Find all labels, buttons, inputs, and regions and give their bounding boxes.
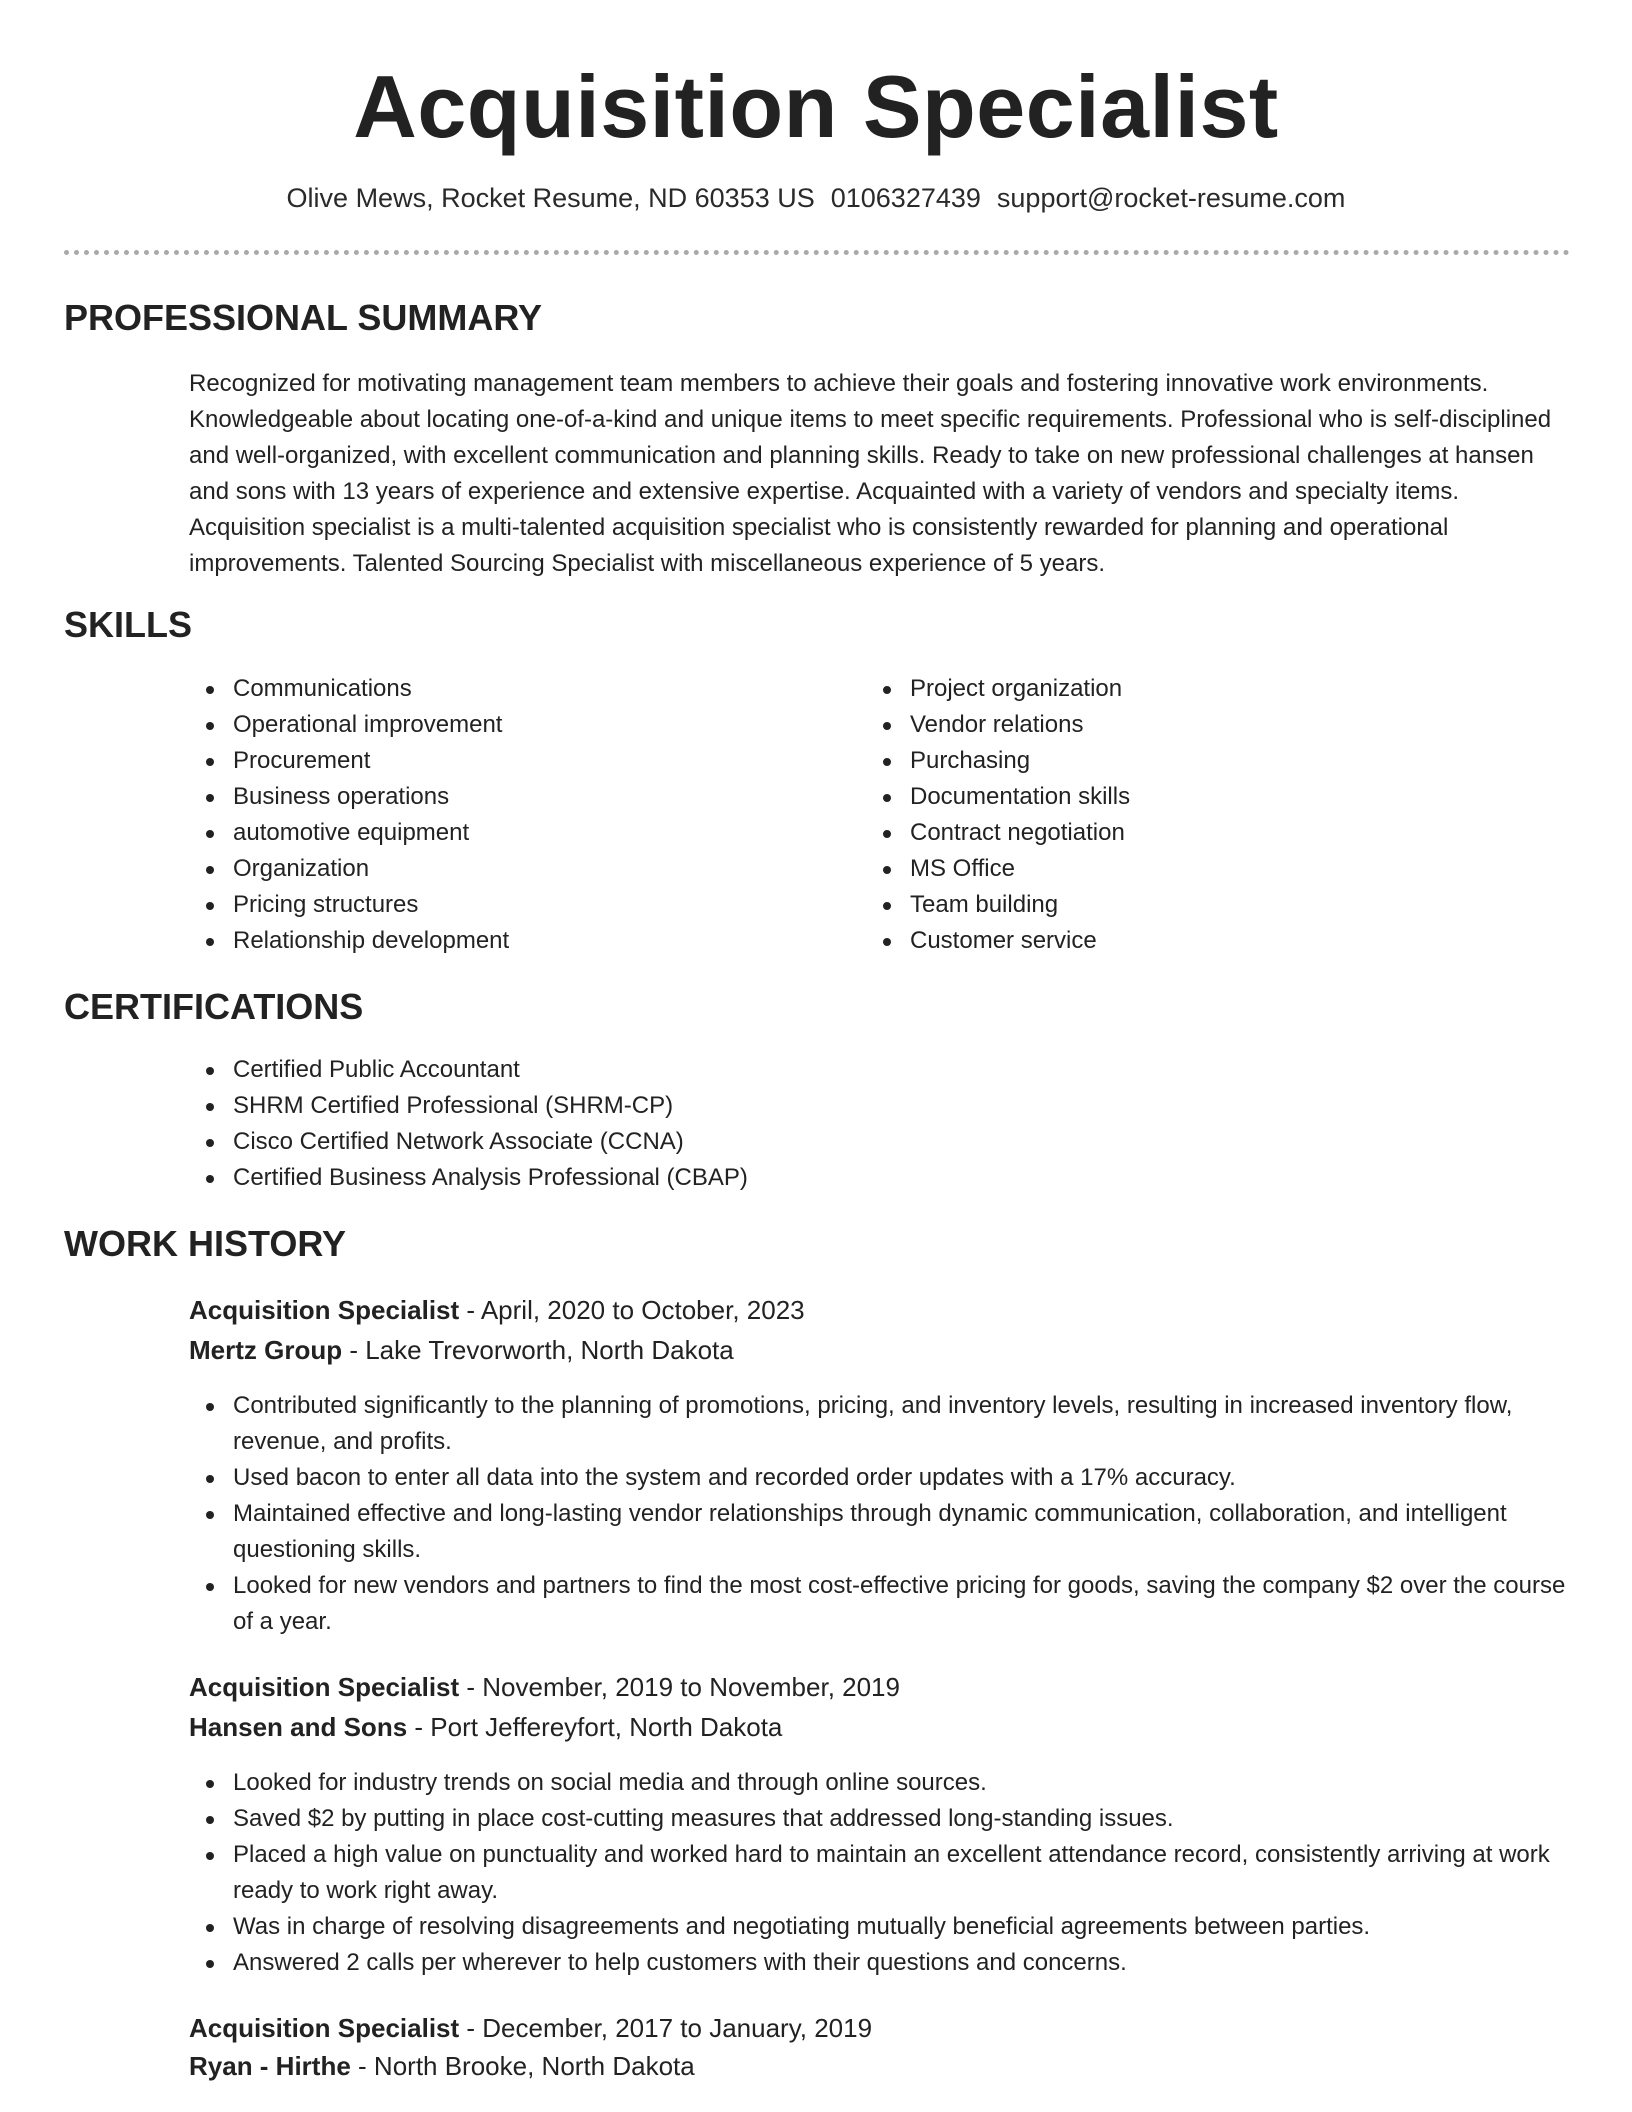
work-history-heading: WORK HISTORY	[64, 1223, 347, 1264]
job-bullet: Contributed significantly to the planning of promotions, pricing, and inventory levels, resulting in increased inventory flow, revenue, and profits.	[189, 1388, 1574, 1460]
skill-item: Operational improvement	[189, 707, 829, 743]
job-title-line	[189, 1667, 900, 1707]
contact-email: support@rocket-resume.com	[996, 183, 1346, 213]
summary-heading: PROFESSIONAL SUMMARY	[64, 297, 543, 338]
skill-item: Procurement	[189, 743, 829, 779]
certification-item: Certified Business Analysis Professional (CBAP)	[189, 1160, 1574, 1196]
job-dates: - April, 2020 to October, 2023	[459, 1295, 805, 1325]
job-company-line	[189, 1707, 782, 1747]
job-dates: - November, 2019 to November, 2019	[459, 1672, 900, 1702]
job-company: Hansen and Sons	[189, 1712, 408, 1742]
skills-list-right	[866, 671, 1566, 959]
job-location: - Port Jeffereyfort, North Dakota	[407, 1712, 783, 1742]
job-bullet: Looked for new vendors and partners to find the most cost-effective pricing for goods, saving the company $2 over the course of a year.	[189, 1568, 1574, 1640]
skill-item: Vendor relations	[866, 707, 1566, 743]
job-bullet: Saved $2 by putting in place cost-cutting measures that addressed long-standing issues.	[189, 1801, 1574, 1837]
job-bullet: Answered 2 calls per wherever to help customers with their questions and concerns.	[189, 1945, 1574, 1981]
skill-item: Communications	[189, 671, 829, 707]
contact-address: Olive Mews, Rocket Resume, ND 60353 US	[286, 183, 815, 213]
job-location: - North Brooke, North Dakota	[350, 2051, 695, 2081]
skill-item: Purchasing	[866, 743, 1566, 779]
certification-item: Cisco Certified Network Associate (CCNA)	[189, 1124, 1574, 1160]
skills-list-left	[189, 671, 829, 959]
job-dates: - December, 2017 to January, 2019	[459, 2013, 873, 2043]
header-divider	[64, 250, 1570, 255]
skills-heading: SKILLS	[64, 604, 193, 645]
job-company: Ryan - Hirthe	[189, 2051, 351, 2081]
contact-phone: 0106327439	[830, 183, 981, 213]
job-title: Acquisition Specialist	[189, 1672, 460, 1702]
skill-item: MS Office	[866, 851, 1566, 887]
contact-line	[0, 180, 1632, 216]
certifications-list	[189, 1052, 1574, 1196]
job-bullet: Used bacon to enter all data into the system and recorded order updates with a 17% accuracy.	[189, 1460, 1574, 1496]
skill-item: Project organization	[866, 671, 1566, 707]
job-company-line	[189, 2046, 695, 2086]
skill-item: Business operations	[189, 779, 829, 815]
job-bullet: Was in charge of resolving disagreements and negotiating mutually beneficial agreements between parties.	[189, 1909, 1574, 1945]
certification-item: Certified Public Accountant	[189, 1052, 1574, 1088]
resume-name: Acquisition Specialist	[353, 57, 1279, 156]
certification-item: SHRM Certified Professional (SHRM-CP)	[189, 1088, 1574, 1124]
job-title: Acquisition Specialist	[189, 1295, 460, 1325]
summary-text: Recognized for motivating management team members to achieve their goals and fostering innovative work environments. Knowledgeable about locating one-of-a-kind and unique items to meet specific requirements. Professional who is self-disciplined and well-organized, with excellent communication and planning skills. Ready to take on new professional challenges at hansen and sons with 13 years of experience and extensive expertise. Acquainted with a variety of vendors and specialty items. Acquisition specialist is a multi-talented acquisition specialist who is consistently rewarded for planning and operational improvements. Talented Sourcing Specialist with miscellaneous experience of 5 years.	[189, 370, 1552, 577]
skill-item: Organization	[189, 851, 829, 887]
job-location: - Lake Trevorworth, North Dakota	[342, 1335, 734, 1365]
skill-item: Pricing structures	[189, 887, 829, 923]
job-bullets	[189, 1388, 1574, 1640]
skill-item: Documentation skills	[866, 779, 1566, 815]
job-company: Mertz Group	[189, 1335, 343, 1365]
job-title-line	[189, 1290, 805, 1330]
certifications-heading: CERTIFICATIONS	[64, 986, 364, 1027]
skill-item: Customer service	[866, 923, 1566, 959]
skill-item: Contract negotiation	[866, 815, 1566, 851]
job-bullet: Maintained effective and long-lasting vendor relationships through dynamic communication, collaboration, and intelligent questioning skills.	[189, 1496, 1574, 1568]
job-company-line	[189, 1330, 734, 1370]
skill-item: automotive equipment	[189, 815, 829, 851]
job-bullets	[189, 1765, 1574, 1981]
skill-item: Relationship development	[189, 923, 829, 959]
skill-item: Team building	[866, 887, 1566, 923]
job-bullet: Looked for industry trends on social media and through online sources.	[189, 1765, 1574, 1801]
job-title-line	[189, 2008, 872, 2048]
job-bullet: Placed a high value on punctuality and worked hard to maintain an excellent attendance record, consistently arriving at work ready to work right away.	[189, 1837, 1574, 1909]
job-title: Acquisition Specialist	[189, 2013, 460, 2043]
